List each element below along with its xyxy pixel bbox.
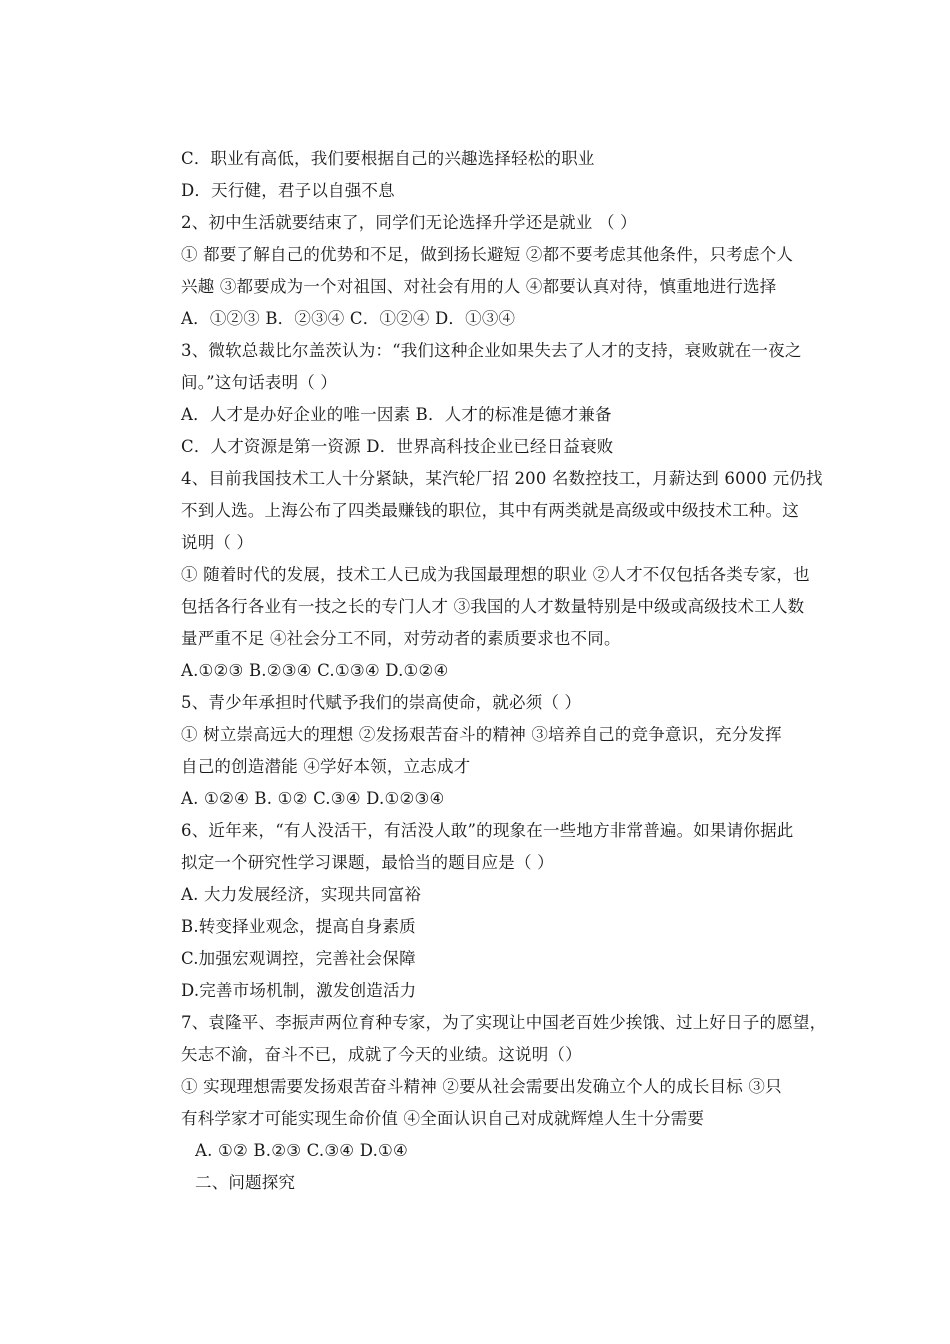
text-line: 矢志不渝，奋斗不已，成就了今天的业绩。这说明（） <box>181 1045 582 1064</box>
text-line: A. 大力发展经济，实现共同富裕 <box>181 885 422 904</box>
text-line: D.完善市场机制，激发创造活力 <box>181 981 417 1000</box>
text-line: 4、目前我国技术工人十分紧缺，某汽轮厂招 200 名数控技工，月薪达到 6000 元仍找 <box>181 469 823 488</box>
text-line: 拟定一个研究性学习课题，最恰当的题目应是（ ） <box>181 853 554 872</box>
text-line: 说明（ ） <box>181 533 254 552</box>
text-line: 5、青少年承担时代赋予我们的崇高使命，就必须（ ） <box>181 693 582 712</box>
text-line: 不到人选。上海公布了四类最赚钱的职位，其中有两类就是高级或中级技术工种。这 <box>181 501 799 520</box>
text-line: 自己的创造潜能 ④学好本领，立志成才 <box>181 757 471 776</box>
text-line: A.①②③ B.②③④ C.①③④ D.①②④ <box>181 661 449 680</box>
text-line: 有科学家才可能实现生命价值 ④全面认识自己对成就辉煌人生十分需要 <box>181 1109 705 1128</box>
text-line: 3、微软总裁比尔盖茨认为：“我们这种企业如果失去了人才的支持，衰败就在一夜之 <box>181 341 802 360</box>
text-line: D．天行健，君子以自强不息 <box>181 181 395 200</box>
text-line: 6、近年来，“有人没活干，有活没人敢”的现象在一些地方非常普遍。如果请你据此 <box>181 821 794 840</box>
document-page <box>181 143 831 1199</box>
text-line: 兴趣 ③都要成为一个对祖国、对社会有用的人 ④都要认真对待，慎重地进行选择 <box>181 277 777 296</box>
text-line: ① 实现理想需要发扬艰苦奋斗精神 ②要从社会需要出发确立个人的成长目标 ③只 <box>181 1077 782 1096</box>
text-line: 量严重不足 ④社会分工不同，对劳动者的素质要求也不同。 <box>181 629 621 648</box>
text-line: B.转变择业观念，提高自身素质 <box>181 917 416 936</box>
text-line: 包括各行各业有一技之长的专门人才 ③我国的人才数量特别是中级或高级技术工人数 <box>181 597 805 616</box>
text-line: ① 都要了解自己的优势和不足，做到扬长避短 ②都不要考虑其他条件，只考虑个人 <box>181 245 794 264</box>
text-line: C．人才资源是第一资源 D．世界高科技企业已经日益衰败 <box>181 437 614 456</box>
text-line: C．职业有高低，我们要根据自己的兴趣选择轻松的职业 <box>181 149 595 168</box>
text-line: A. ①②④ B. ①② C.③④ D.①②③④ <box>181 789 445 808</box>
text-line: 7、袁隆平、李振声两位育种专家，为了实现让中国老百姓少挨饿、过上好日子的愿望， <box>181 1013 827 1032</box>
text-line: A．①②③ B．②③④ C．①②④ D．①③④ <box>181 309 516 328</box>
text-line: ① 随着时代的发展，技术工人已成为我国最理想的职业 ②人才不仅包括各类专家，也 <box>181 565 810 584</box>
text-line: A. ①② B.②③ C.③④ D.①④ <box>195 1141 409 1160</box>
text-line: 2、初中生活就要结束了，同学们无论选择升学还是就业 （ ） <box>181 213 637 232</box>
text-line: A．人才是办好企业的唯一因素 B．人才的标准是德才兼备 <box>181 405 612 424</box>
text-line: 间。”这句话表明（ ） <box>181 373 338 392</box>
text-line: ① 树立崇高远大的理想 ②发扬艰苦奋斗的精神 ③培养自己的竞争意识，充分发挥 <box>181 725 782 744</box>
text-line: C.加强宏观调控，完善社会保障 <box>181 949 416 968</box>
text-line: 二、问题探究 <box>195 1173 296 1192</box>
